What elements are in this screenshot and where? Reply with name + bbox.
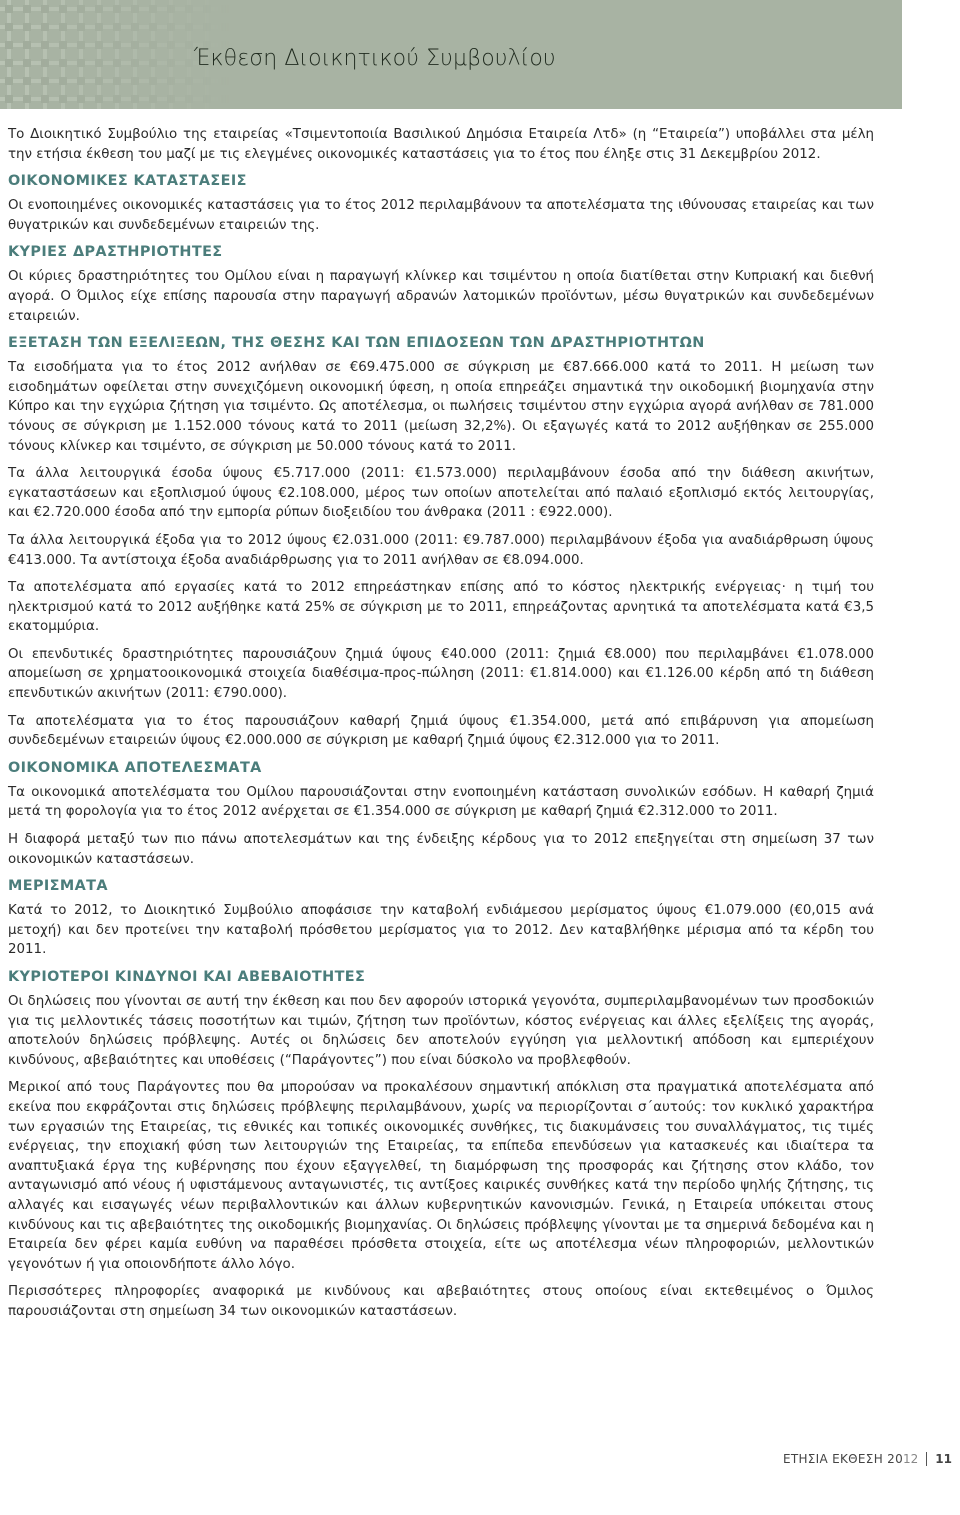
- section-heading-risks: ΚΥΡΙΟΤΕΡΟΙ ΚΙΝΔΥΝΟΙ ΚΑΙ ΑΒΕΒΑΙΟΤΗΤΕΣ: [8, 969, 366, 985]
- footer-year: 12: [903, 1452, 919, 1466]
- paragraph: Κατά το 2012, το Διοικητικό Συμβούλιο αποφάσισε την καταβολή ενδιάμεσου μερίσματος ύψους €1.079.000 (€0,015 ανά μετοχή) και δεν προτείνει την καταβολή πρόσθετου μερίσματος για το 2012. Δεν καταβλήθηκε μέρισμα από τα κέρδη του 2011.: [8, 903, 874, 958]
- paragraph: Τα άλλα λειτουργικά έξοδα για το 2012 ύψους €2.031.000 (2011: €9.787.000) περιλαμβάνουν έξοδα για αναδιάρθρωση ύψους €413.000. Τα αντίστοιχα έξοδα αναδιάρθρωσης για το 2011 ανήλθαν σε €8.094.000.: [8, 532, 874, 568]
- paragraph: Οι επενδυτικές δραστηριότητες παρουσιάζουν ζημιά ύψους €40.000 (2011: ζημιά €8.000) που περιλαμβάνει €1.078.000 απομείωση σε χρηματοοικονομικά στοιχεία διαθέσιμα-προς-πώληση (2011: €1.814.000) και €1.126.00 κέρδη από τη διάθεση επενδυτικών ακινήτων (2011: €790.000).: [8, 646, 874, 702]
- paragraph: Τα αποτελέσματα από εργασίες κατά το 2012 επηρεάστηκαν επίσης από το κόστος ηλεκτρικής ενέργειας· η τιμή του ηλεκτρισμού κατά το 2012 αυξήθηκε κατά 25% σε σύγκριση με το 2011, επηρεάζοντας αρνητικά τα αποτελέσματα κατά €3,5 εκατομμύρια.: [8, 580, 874, 635]
- paragraph: Οι κύριες δραστηριότητες του Ομίλου είναι η παραγωγή κλίνκερ και τσιμέντου η οποία διατίθεται στην Κυπριακή και διεθνή αγορά. Ο Όμιλος είχε επίσης παρουσία στην παραγωγή αδρανών λατομικών προϊόντων, μέσω θυγατρικών και συνδεδεμένων εταιρειών.: [8, 269, 874, 324]
- report-body: [8, 125, 874, 1330]
- section-heading-dividends: ΜΕΡΙΣΜΑΤΑ: [8, 878, 108, 895]
- header-band: [0, 0, 902, 109]
- paragraph: Τα οικονομικά αποτελέσματα του Ομίλου παρουσιάζονται στην ενοποιημένη κατάσταση συνολικών εσόδων. Η καθαρή ζημιά μετά τη φορολογία για το έτος 2012 ανέρχεται σε €1.354.000 σε σύγκριση με καθαρή ζημιά €2.312.000 το 2011.: [8, 784, 874, 820]
- paragraph: Μερικοί από τους Παράγοντες που θα μπορούσαν να προκαλέσουν σημαντική απόκλιση στα πραγματικά αποτελέσματα από εκείνα που εκφράζονται στις δηλώσεις πρόβλεψης περιλαμβάνουν, χωρίς να περιορίζονται σ΄αυτούς: τον κυκλικό χαρακτήρα των εργασιών της Εταιρείας, τις εθνικές και τοπικές οικονομικές συνθήκες, τις διακυμάνσεις του συναλλάγματος, τις τιμές ενέργειας, την εποχιακή φύση των λειτουργιών της Εταιρείας, τα επίπεδα επενδύσεων για κατασκευές και ιδιαίτερα τα αναπτυξιακά έργα της κυβέρνησης που έχουν εξαγγελθεί, τη διαμόρφωση της προσφοράς και ζήτησης στον κλάδο, τον ανταγωνισμό από νέους ή υφιστάμενους ανταγωνιστές, τις αντίξοες καιρικές συνθήκες κατά την περίοδο ψηλής ζήτησης, τις αλλαγές και εισαγωγές νέων περιβαλλοντικών και άλλων κυβερνητικών κανονισμών. Γενικά, η Εταιρεία υπόκειται στους κινδύνους και τις αβεβαιότητες της οικοδομικής βιομηχανίας. Οι δηλώσεις πρόβλεψης γίνονται με τα σημερινά δεδομένα και η Εταιρεία δεν φέρει καμία ευθύνη να παραθέσει πρόσθετα στοιχεία, είτε ως αποτέλεσμα νέων πληροφοριών, μελλοντικών γεγονότων ή για οποιονδήποτε άλλο λόγο.: [8, 1080, 874, 1272]
- page-number: 11: [935, 1452, 952, 1466]
- footer-divider: [926, 1452, 927, 1466]
- section-heading-results: ΟΙΚΟΝΟΜΙΚΑ ΑΠΟΤΕΛΕΣΜΑΤΑ: [8, 759, 262, 776]
- section-heading-main-activities: ΚΥΡΙΕΣ ΔΡΑΣΤΗΡΙΟΤΗΤΕΣ: [8, 244, 223, 261]
- paragraph: Οι ενοποιημένες οικονομικές καταστάσεις για το έτος 2012 περιλαμβάνουν τα αποτελέσματα της ιθύνουσας εταιρείας και των θυγατρικών και συνδεδεμένων εταιρειών της.: [8, 198, 874, 233]
- paragraph: Τα άλλα λειτουργικά έσοδα ύψους €5.717.000 (2011: €1.573.000) περιλαμβάνουν έσοδα από την διάθεση ακινήτων, εγκαταστάσεων και εξοπλισμού ύψους €2.108.000, μέρος των οποίων αποτελείται από παλαιό εξοπλισμό εκτός λειτουργίας, και €2.720.000 έσοδα από την εμπορία ρύπων διοξειδίου του άνθρακα (2011 : €922.000).: [8, 466, 874, 521]
- paragraph: Τα αποτελέσματα για το έτος παρουσιάζουν καθαρή ζημιά ύψους €1.354.000, μετά από επιβάρυνση για απομείωση συνδεδεμένων εταιρειών ύψους €2.000.000 σε σύγκριση με καθαρή ζημιά ύψους €2.312.000 για το 2011.: [8, 713, 874, 749]
- paragraph: Οι δηλώσεις που γίνονται σε αυτή την έκθεση και που δεν αφορούν ιστορικά γεγονότα, συμπεριλαμβανομένων των προσδοκιών για τις μελλοντικές τάσεις ποσοτήτων και τιμών, ζήτηση των προϊόντων, κόστος ενέργειας και άλλες εξελίξεις της αγοράς, αποτελούν δηλώσεις πρόβλεψης. Αυτές οι δηλώσεις δεν αποτελούν εγγύηση για μελλοντική απόδοση και εμπεριέχουν κινδύνους, αβεβαιότητες και υποθέσεις (“Παράγοντες”) που είναι δύσκολο να προβλεφθούν.: [8, 994, 874, 1068]
- page-title: Έκθεση Διοικητικού Συμβουλίου: [194, 46, 556, 71]
- section-heading-review: ΕΞΕΤΑΣΗ ΤΩΝ ΕΞΕΛΙΞΕΩΝ, ΤΗΣ ΘΕΣΗΣ ΚΑΙ ΤΩΝ ΕΠΙΔΟΣΕΩΝ ΤΩΝ ΔΡΑΣΤΗΡΙΟΤΗΤΩΝ: [8, 335, 705, 352]
- paragraph: Περισσότερες πληροφορίες αναφορικά με κινδύνους και αβεβαιότητες στους οποίους είναι εκτεθειμένος ο Όμιλος παρουσιάζονται στη σημείωση 34 των οικονομικών καταστάσεων.: [8, 1284, 874, 1319]
- intro-paragraph: Το Διοικητικό Συμβούλιο της εταιρείας «Τσιμεντοποιία Βασιλικού Δημόσια Εταιρεία Λτδ» (η “Εταιρεία”) υποβάλλει στα μέλη την ετήσια έκθεση του μαζί με τις ελεγμένες οικονομικές καταστάσεις για το έτος που έληξε στις 31 Δεκεμβρίου 2012.: [8, 127, 874, 162]
- paragraph: Τα εισοδήματα για το έτος 2012 ανήλθαν σε €69.475.000 σε σύγκριση με €87.666.000 κατά το 2011. Η μείωση των εισοδημάτων οφείλεται στην συνεχιζόμενη οικονομική ύφεση, η οποία επηρεάζει σημαντικά την οικοδομική βιομηχανία στην Κύπρο και την εγχώρια ζήτηση για τσιμέντο. Ως αποτέλεσμα, οι πωλήσεις τσιμέντου στην εγχώρια αγορά ανήλθαν σε 781.000 τόνους σε σύγκριση με 1.152.000 τόνους κατά το 2011 (μείωση 32,2%). Οι εξαγωγές κατά το 2012 αυξήθηκαν σε 255.000 τόνους κλίνκερ και τσιμέντο, σε σύγκριση με 50.000 τόνους κατά το 2011.: [8, 360, 874, 454]
- page-footer: [783, 1452, 952, 1466]
- paragraph: Η διαφορά μεταξύ των πιο πάνω αποτελεσμάτων και της ένδειξης κέρδους για το 2012 επεξηγείται στη σημείωση 37 των οικονομικών καταστάσεων.: [8, 832, 874, 867]
- section-heading-financial-statements: ΟΙΚΟΝΟΜΙΚΕΣ ΚΑΤΑΣΤΑΣΕΙΣ: [8, 173, 247, 190]
- footer-label: ΕΤΗΣΙΑ ΕΚΘΕΣΗ 20: [782, 1452, 904, 1466]
